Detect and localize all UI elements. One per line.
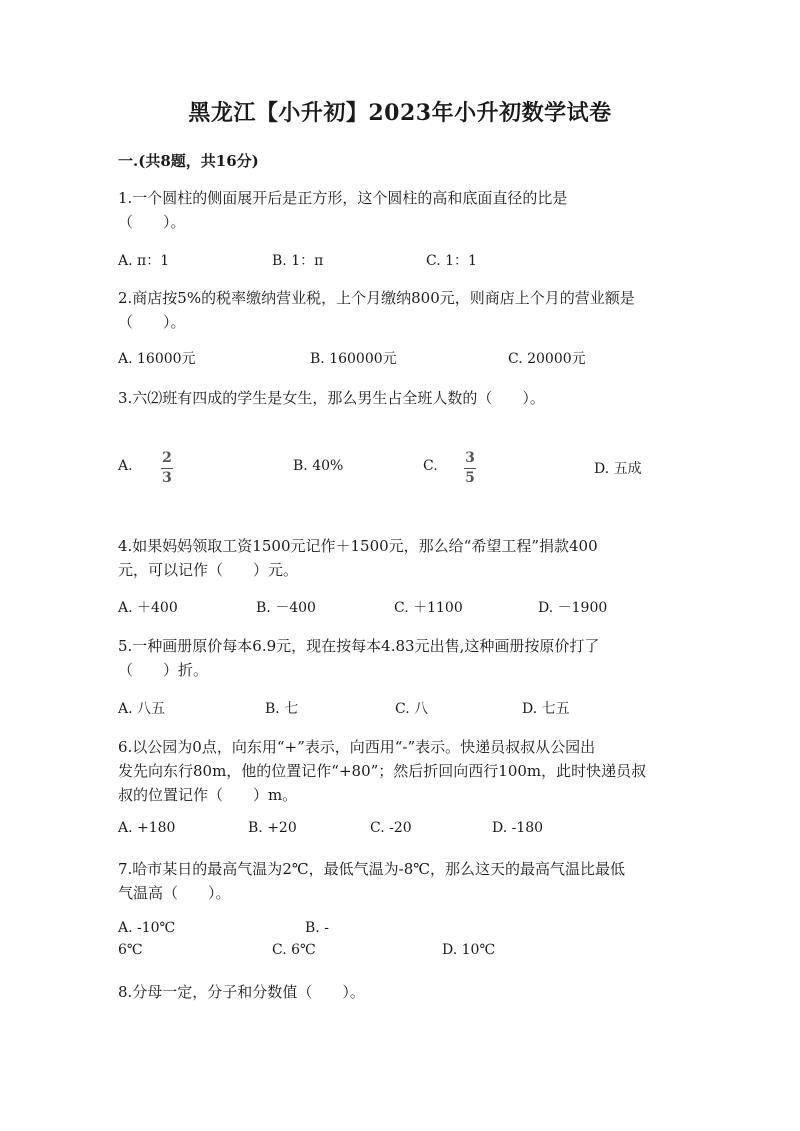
question-2-option-a: A. 16000元 [118,351,196,367]
question-1-option-a: A. π：1 [118,253,170,269]
fraction-numerator: 3 [465,450,475,466]
question-5-option-b: B. 七 [265,701,299,717]
question-2-text-line-1: 2.商店按5%的税率缴纳营业税，上个月缴纳800元，则商店上个月的营业额是 [118,289,635,307]
question-7-option-c: C. 6℃ [272,942,316,958]
question-6-option-c: C. -20 [370,820,412,836]
question-2-option-b: B. 160000元 [310,351,397,367]
question-3-option-c-fraction [463,450,477,486]
question-4-option-b: B. －400 [256,600,316,616]
question-3-option-b: B. 40% [293,458,344,474]
question-4-text-line-2: 元，可以记作（ ）元。 [118,561,299,579]
question-1-text-line-1: 1.一个圆柱的侧面展开后是正方形，这个圆柱的高和底面直径的比是 [118,189,568,207]
question-4-option-a: A. ＋400 [118,600,178,616]
question-6-option-a: A. +180 [118,820,176,836]
fraction-numerator: 2 [162,450,172,466]
fraction-bar [161,468,173,469]
question-4-text-line-1: 4.如果妈妈领取工资1500元记作＋1500元，那么给“希望工程”捐款400 [118,537,598,555]
fraction-bar [464,468,476,469]
question-2-text-line-2: （ ）。 [118,313,186,331]
question-3-option-a-fraction [160,450,174,486]
question-5-text-line-2: （ ）折。 [118,661,209,679]
page-title: 黑龙江【小升初】2023年小升初数学试卷 [188,100,612,126]
question-4-option-d: D. －1900 [538,600,608,616]
question-3-option-d: D. 五成 [594,461,642,477]
question-6-text-line-3: 叔的位置记作（ ）m。 [118,786,298,804]
question-1-option-c: C. 1：1 [426,253,477,269]
question-1-option-b: B. 1：π [272,253,324,269]
question-8-text-line-1: 8.分母一定，分子和分数值（ ）。 [118,983,365,1001]
question-3-text-line-1: 3.六⑵班有四成的学生是女生，那么男生占全班人数的（ ）。 [118,389,545,407]
fraction-denominator: 3 [162,470,172,486]
question-5-option-d: D. 七五 [522,701,570,717]
section-heading: 一.(共8题，共16分) [118,152,259,170]
question-1-text-line-2: （ ）。 [118,213,186,231]
question-5-option-c: C. 八 [395,701,429,717]
question-6-text-line-1: 6.以公园为0点，向东用“+”表示，向西用“-”表示。快递员叔叔从公园出 [118,738,596,756]
question-7-option-b-part-1: B. - [305,920,329,936]
question-6-text-line-2: 发先向东行80m，他的位置记作“+80”；然后折回向西行100m，此时快递员叔 [118,762,647,780]
question-5-option-a: A. 八五 [118,701,166,717]
question-6-option-d: D. -180 [492,820,544,836]
question-3-option-a: A. [118,458,133,474]
question-7-text-line-2: 气温高（ ）。 [118,884,231,902]
question-5-text-line-1: 5.一种画册原价每本6.9元，现在按每本4.83元出售,这种画册按原价打了 [118,637,600,655]
fraction-denominator: 5 [465,470,475,486]
question-6-option-b: B. +20 [248,820,297,836]
question-7-text-line-1: 7.哈市某日的最高气温为2℃，最低气温为-8℃，那么这天的最高气温比最低 [118,860,626,878]
question-3-option-c: C. [423,458,438,474]
question-7-option-d: D. 10℃ [442,942,496,958]
question-4-option-c: C. ＋1100 [394,600,463,616]
question-7-option-a: A. -10℃ [118,920,176,936]
question-7-option-b-part-2: 6℃ [118,942,143,958]
question-2-option-c: C. 20000元 [508,351,586,367]
